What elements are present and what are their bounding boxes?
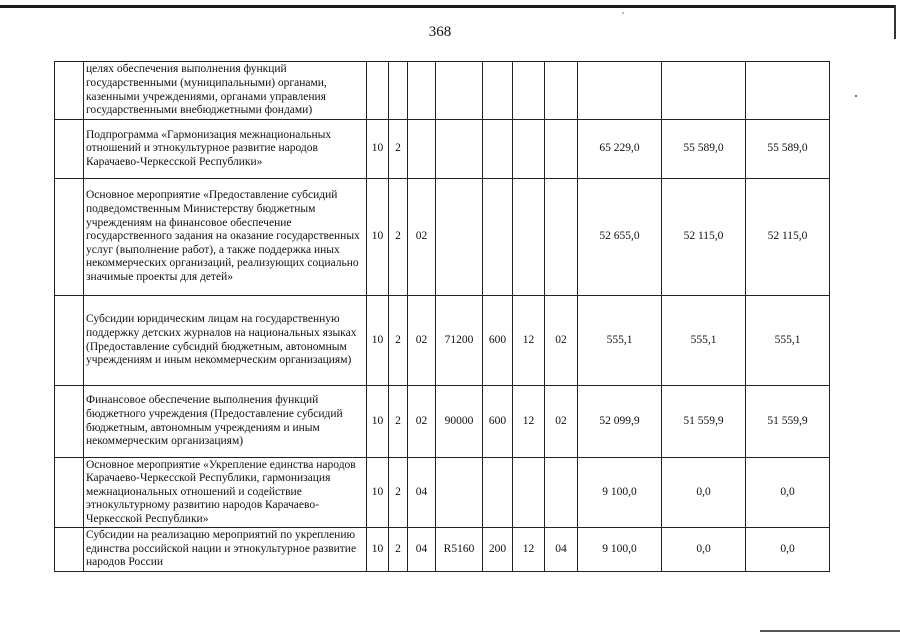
row-name-cell: Финансовое обеспечение выполнения функций бюджетного учреждения (Предоставление субсидий бюджетным, автономным учреждениям и иным некоммерческим организациям) xyxy=(84,386,367,458)
amount-year3-cell xyxy=(746,62,830,120)
table-row xyxy=(55,386,830,458)
direction-code-cell: 90000 xyxy=(436,386,483,458)
row-index-cell xyxy=(55,62,84,120)
code-cell xyxy=(513,458,545,528)
expense-type-cell xyxy=(483,179,513,296)
amount-year3-cell: 0,0 xyxy=(746,458,830,528)
expense-type-cell: 200 xyxy=(483,528,513,572)
code-cell xyxy=(513,62,545,120)
row-index-cell xyxy=(55,296,84,386)
row-name-cell: Основное мероприятие «Укрепление единства народов Карачаево-Черкесской Республики, гармонизация межнациональных отношений и содействие этнокультурному развитию народов Карачаево-Черкесской Республики» xyxy=(84,458,367,528)
amount-year1-cell: 52 099,9 xyxy=(578,386,662,458)
direction-code-cell xyxy=(436,179,483,296)
amount-year2-cell: 0,0 xyxy=(662,458,746,528)
page-number: 368 xyxy=(428,24,452,40)
row-index-cell xyxy=(55,528,84,572)
expense-type-cell xyxy=(483,458,513,528)
subsection-code-cell: 2 xyxy=(389,296,408,386)
table-row xyxy=(55,458,830,528)
code-cell xyxy=(545,179,578,296)
subsection-code-cell: 2 xyxy=(389,386,408,458)
row-index-cell xyxy=(55,179,84,296)
table-row xyxy=(55,120,830,179)
row-index-cell xyxy=(55,458,84,528)
direction-code-cell: R5160 xyxy=(436,528,483,572)
amount-year2-cell xyxy=(662,62,746,120)
program-code-cell: 02 xyxy=(408,296,436,386)
row-index-cell xyxy=(55,120,84,179)
scan-speck xyxy=(622,12,624,14)
amount-year1-cell: 9 100,0 xyxy=(578,458,662,528)
subsection-code-cell: 2 xyxy=(389,120,408,179)
direction-code-cell xyxy=(436,120,483,179)
section-code-cell: 10 xyxy=(367,386,389,458)
table-row xyxy=(55,62,830,120)
code-cell: 04 xyxy=(545,528,578,572)
subsection-code-cell: 2 xyxy=(389,528,408,572)
amount-year2-cell: 52 115,0 xyxy=(662,179,746,296)
section-code-cell: 10 xyxy=(367,179,389,296)
code-cell: 02 xyxy=(545,386,578,458)
row-name-cell: Подпрограмма «Гармонизация межнациональных отношений и этнокультурное развитие народов Карачаево-Черкесской Республики» xyxy=(84,120,367,179)
direction-code-cell: 71200 xyxy=(436,296,483,386)
amount-year1-cell: 52 655,0 xyxy=(578,179,662,296)
program-code-cell xyxy=(408,120,436,179)
amount-year3-cell: 51 559,9 xyxy=(746,386,830,458)
row-name-cell: Субсидии на реализацию мероприятий по укреплению единства российской нации и этнокультурное развитие народов России xyxy=(84,528,367,572)
amount-year2-cell: 555,1 xyxy=(662,296,746,386)
amount-year2-cell: 51 559,9 xyxy=(662,386,746,458)
expense-type-cell: 600 xyxy=(483,296,513,386)
amount-year1-cell xyxy=(578,62,662,120)
program-code-cell: 02 xyxy=(408,179,436,296)
row-name-cell: Субсидии юридическим лицам на государственную поддержку детских журналов на национальных языках (Предоставление субсидий бюджетным, автономным учреждениям и иным некоммерческим организациям) xyxy=(84,296,367,386)
row-name-cell: целях обеспечения выполнения функций государственными (муниципальными) органами, казенными учреждениями, органами управления государственными внебюджетными фондами) xyxy=(84,62,367,120)
row-name-cell: Основное мероприятие «Предоставление субсидий подведомственным Министерству бюджетным учреждениям на финансовое обеспечение государственного задания на оказание государственных услуг (выполнение работ), а также поддержка иных некоммерческих организаций, реализующих социально значимые проекты для детей» xyxy=(84,179,367,296)
code-cell: 02 xyxy=(545,296,578,386)
scan-speck xyxy=(855,95,857,97)
section-code-cell: 10 xyxy=(367,120,389,179)
program-code-cell: 04 xyxy=(408,528,436,572)
direction-code-cell xyxy=(436,458,483,528)
program-code-cell: 02 xyxy=(408,386,436,458)
top-border-line xyxy=(0,5,896,8)
code-cell xyxy=(545,458,578,528)
subsection-code-cell: 2 xyxy=(389,179,408,296)
amount-year1-cell: 9 100,0 xyxy=(578,528,662,572)
amount-year2-cell: 0,0 xyxy=(662,528,746,572)
amount-year3-cell: 52 115,0 xyxy=(746,179,830,296)
direction-code-cell xyxy=(436,62,483,120)
section-code-cell xyxy=(367,62,389,120)
section-code-cell: 10 xyxy=(367,296,389,386)
bottom-border-line xyxy=(760,630,900,632)
code-cell xyxy=(513,120,545,179)
amount-year1-cell: 555,1 xyxy=(578,296,662,386)
program-code-cell: 04 xyxy=(408,458,436,528)
code-cell: 12 xyxy=(513,528,545,572)
program-code-cell xyxy=(408,62,436,120)
code-cell: 12 xyxy=(513,296,545,386)
code-cell: 12 xyxy=(513,386,545,458)
budget-table xyxy=(54,61,830,572)
table-row xyxy=(55,179,830,296)
table-row xyxy=(55,528,830,572)
code-cell xyxy=(545,62,578,120)
expense-type-cell xyxy=(483,120,513,179)
table-row xyxy=(55,296,830,386)
amount-year3-cell: 555,1 xyxy=(746,296,830,386)
section-code-cell: 10 xyxy=(367,528,389,572)
amount-year3-cell: 0,0 xyxy=(746,528,830,572)
amount-year2-cell: 55 589,0 xyxy=(662,120,746,179)
expense-type-cell xyxy=(483,62,513,120)
code-cell xyxy=(545,120,578,179)
section-code-cell: 10 xyxy=(367,458,389,528)
row-index-cell xyxy=(55,386,84,458)
amount-year3-cell: 55 589,0 xyxy=(746,120,830,179)
subsection-code-cell xyxy=(389,62,408,120)
subsection-code-cell: 2 xyxy=(389,458,408,528)
expense-type-cell: 600 xyxy=(483,386,513,458)
amount-year1-cell: 65 229,0 xyxy=(578,120,662,179)
page-edge-line xyxy=(894,5,896,39)
code-cell xyxy=(513,179,545,296)
